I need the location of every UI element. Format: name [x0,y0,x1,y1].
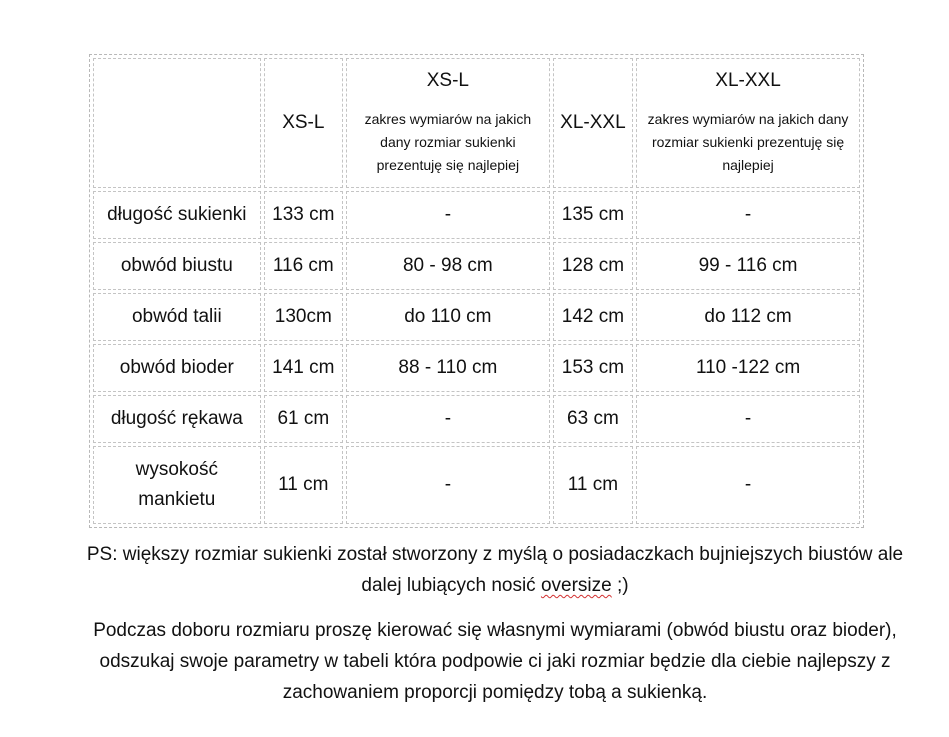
table-row [93,395,860,443]
sizing-advice: Podczas doboru rozmiaru proszę kierować się własnymi wymiarami (obwód biustu oraz bioder), odszukaj swoje parametry w tabeli która podpowie ci jaki rozmiar będzie dla ciebie najlepszy z zachowaniem proporcji pomiędzy tobą a sukienką. [93,620,897,703]
xs-l-value: 11 cm [264,446,343,524]
table-row [93,191,860,239]
xl-xxl-value: 11 cm [553,446,633,524]
header-xl-xxl-range [636,58,860,188]
xl-xxl-value: 128 cm [553,242,633,290]
header-xs-l-range-note: zakres wymiarów na jakich dany rozmiar sukienki prezentuję się najlepiej [364,110,532,173]
table-row [93,293,860,341]
xl-xxl-value: 153 cm [553,344,633,392]
table-row [93,344,860,392]
row-label: obwód bioder [93,344,261,392]
table-row [93,242,860,290]
xs-l-range-value: 88 - 110 cm [346,344,550,392]
xs-l-value: 141 cm [264,344,343,392]
xl-xxl-range-value: - [636,191,860,239]
ps-note [80,539,910,601]
xs-l-range-value: 80 - 98 cm [346,242,550,290]
row-label: długość sukienki [93,191,261,239]
row-label: obwód talii [93,293,261,341]
xl-xxl-range-value: 99 - 116 cm [636,242,860,290]
header-xs-l-range-title: XS-L [426,69,469,91]
xs-l-range-value: do 110 cm [346,293,550,341]
header-xl-xxl: XL-XXL [553,58,633,188]
xs-l-value: 133 cm [264,191,343,239]
header-xs-l: XS-L [264,58,343,188]
xs-l-range-value: - [346,446,550,524]
xs-l-value: 130cm [264,293,343,341]
xl-xxl-range-value: 110 -122 cm [636,344,860,392]
ps-note-text: PS: większy rozmiar sukienki został stworzony z myślą o posiadaczkach bujniejszych biustów ale dalej lubiących nosić [86,544,904,596]
table-row [93,446,860,524]
xs-l-value: 61 cm [264,395,343,443]
header-xs-l-range [346,58,550,188]
xl-xxl-value: 135 cm [553,191,633,239]
spellcheck-marked-word: oversize [540,575,612,596]
xs-l-value: 116 cm [264,242,343,290]
xl-xxl-range-value: do 112 cm [636,293,860,341]
header-empty-cell [93,58,261,188]
xs-l-range-value: - [346,395,550,443]
xl-xxl-value: 63 cm [553,395,633,443]
ps-note-end: ;) [611,575,629,596]
row-label: wysokość mankietu [93,446,261,524]
xl-xxl-range-value: - [636,446,860,524]
row-label: długość rękawa [93,395,261,443]
header-xl-xxl-range-note: zakres wymiarów na jakich dany rozmiar sukienki prezentuję się najlepiej [647,110,849,173]
xl-xxl-value: 142 cm [553,293,633,341]
size-chart-table [89,54,864,528]
header-xl-xxl-range-title: XL-XXL [715,69,781,91]
xs-l-range-value: - [346,191,550,239]
header-row [93,58,860,188]
xl-xxl-range-value: - [636,395,860,443]
row-label: obwód biustu [93,242,261,290]
